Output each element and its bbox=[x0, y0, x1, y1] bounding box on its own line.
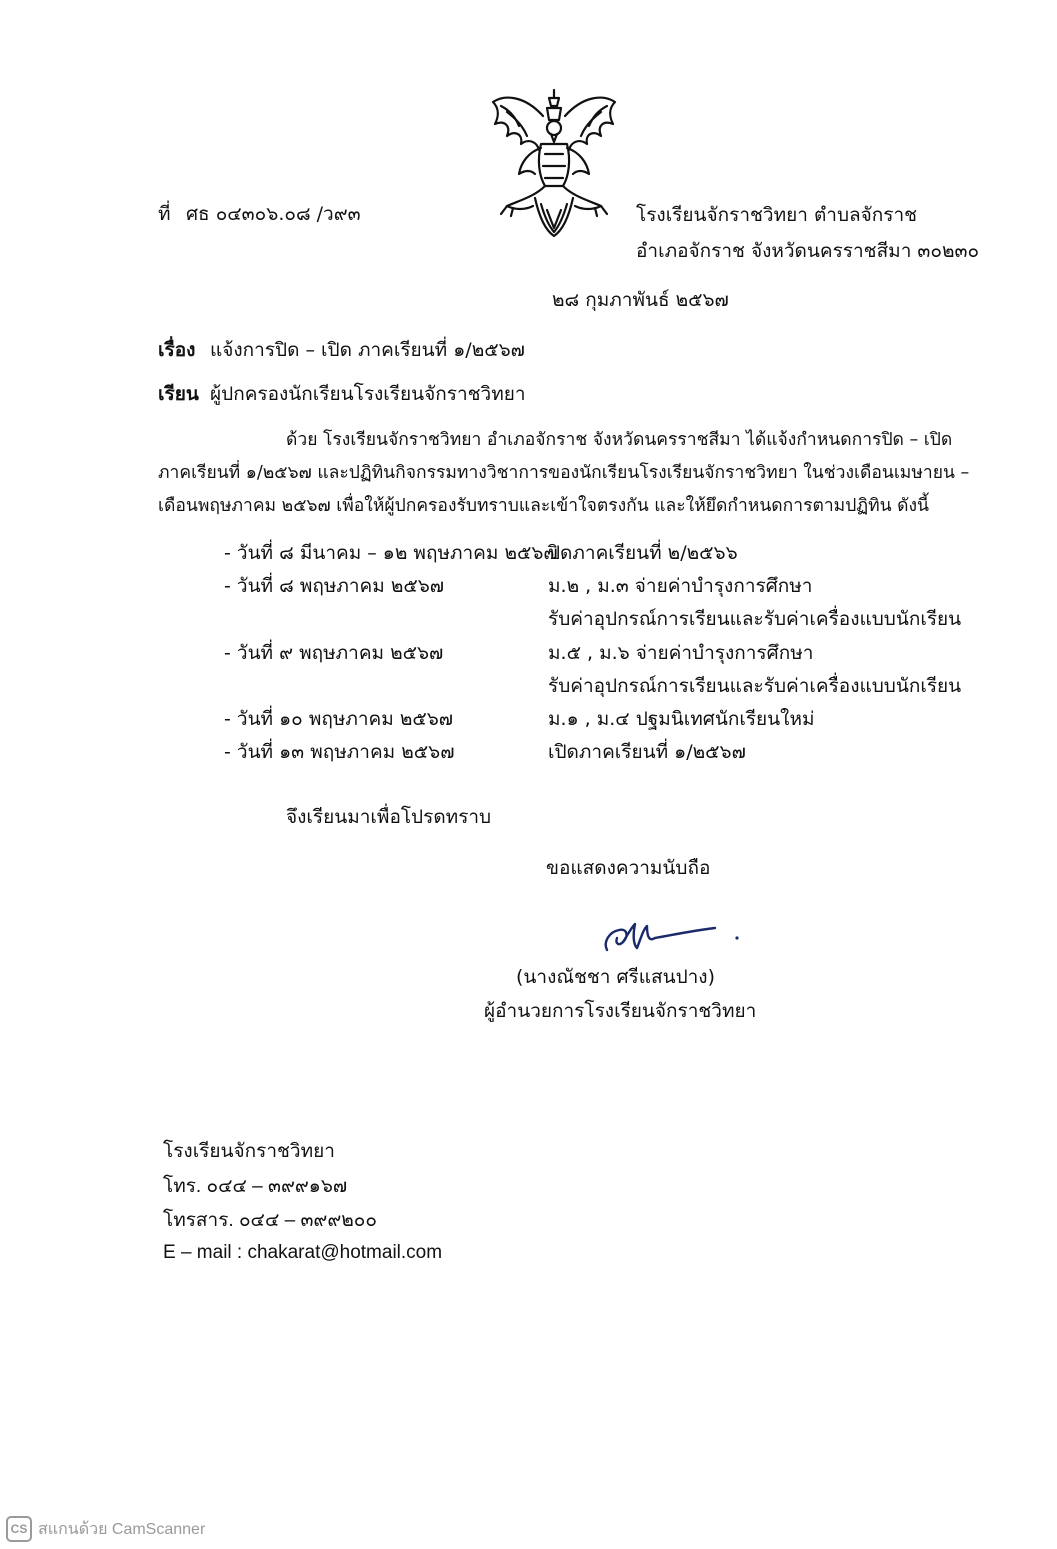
signer-name: (นางณัชชา ศรีแสนปาง) bbox=[516, 966, 715, 988]
closing-regards: ขอแสดงความนับถือ bbox=[546, 857, 711, 879]
school-address-line2: อำเภอจักราช จังหวัดนครราชสีมา ๓๐๒๓๐ bbox=[636, 240, 980, 262]
schedule-detail-continued: รับค่าอุปกรณ์การเรียนและรับค่าเครื่องแบบนักเรียน bbox=[548, 675, 962, 697]
schedule-date: - วันที่ ๘ มีนาคม – ๑๒ พฤษภาคม ๒๕๖๗ bbox=[224, 542, 558, 564]
subject-text: แจ้งการปิด – เปิด ภาคเรียนที่ ๑/๒๕๖๗ bbox=[210, 339, 525, 361]
schedule-date: - วันที่ ๑๓ พฤษภาคม ๒๕๖๗ bbox=[224, 741, 455, 763]
reference-number: ศธ ๐๔๓๐๖.๐๘ /ว๙๓ bbox=[186, 203, 361, 225]
schedule-detail: ม.๕ , ม.๖ จ่ายค่าบำรุงการศึกษา bbox=[548, 642, 814, 664]
recipient-label: เรียน bbox=[158, 383, 199, 405]
camscanner-watermark-text: สแกนด้วย CamScanner bbox=[38, 1520, 206, 1538]
schedule-detail: เปิดภาคเรียนที่ ๑/๒๕๖๗ bbox=[548, 741, 746, 763]
signer-title: ผู้อำนวยการโรงเรียนจักราชวิทยา bbox=[484, 1000, 757, 1022]
reference-label: ที่ bbox=[158, 203, 171, 225]
footer-fax: โทรสาร. ๐๔๔ – ๓๙๙๒๐๐ bbox=[163, 1210, 377, 1231]
body-line-1: ด้วย โรงเรียนจักราชวิทยา อำเภอจักราช จังหวัดนครราชสีมา ได้แจ้งกำหนดการปิด – เปิด bbox=[286, 430, 953, 450]
schedule-detail: ม.๒ , ม.๓ จ่ายค่าบำรุงการศึกษา bbox=[548, 575, 813, 597]
letter-date: ๒๘ กุมภาพันธ์ ๒๕๖๗ bbox=[552, 289, 729, 311]
schedule-date: - วันที่ ๘ พฤษภาคม ๒๕๖๗ bbox=[224, 575, 445, 597]
school-address-line1: โรงเรียนจักราชวิทยา ตำบลจักราช bbox=[636, 204, 918, 226]
schedule-date: - วันที่ ๙ พฤษภาคม ๒๕๖๗ bbox=[224, 642, 444, 664]
subject-label: เรื่อง bbox=[158, 339, 196, 361]
recipient-text: ผู้ปกครองนักเรียนโรงเรียนจักราชวิทยา bbox=[210, 383, 526, 405]
body-line-3: เดือนพฤษภาคม ๒๕๖๗ เพื่อให้ผู้ปกครองรับทราบและเข้าใจตรงกัน และให้ยึดกำหนดการตามปฏิทิน ดังนี้ bbox=[158, 496, 929, 516]
schedule-detail: ปิดภาคเรียนที่ ๒/๒๕๖๖ bbox=[548, 542, 738, 564]
footer-phone: โทร. ๐๔๔ – ๓๙๙๑๖๗ bbox=[163, 1176, 348, 1197]
camscanner-watermark bbox=[6, 1516, 205, 1542]
garuda-emblem-icon bbox=[485, 86, 623, 242]
schedule-detail-continued: รับค่าอุปกรณ์การเรียนและรับค่าเครื่องแบบนักเรียน bbox=[548, 608, 962, 630]
camscanner-logo-icon: CS bbox=[6, 1516, 32, 1542]
body-line-2: ภาคเรียนที่ ๑/๒๕๖๗ และปฏิทินกิจกรรมทางวิชาการของนักเรียนโรงเรียนจักราชวิทยา ในช่วงเดือนเมษายน – bbox=[158, 463, 970, 483]
schedule-detail: ม.๑ , ม.๔ ปฐมนิเทศนักเรียนใหม่ bbox=[548, 708, 815, 730]
footer-email: E – mail : chakarat@hotmail.com bbox=[163, 1242, 443, 1263]
footer-school-name: โรงเรียนจักราชวิทยา bbox=[163, 1141, 335, 1162]
schedule-date: - วันที่ ๑๐ พฤษภาคม ๒๕๖๗ bbox=[224, 708, 454, 730]
signature-mark bbox=[597, 914, 747, 960]
closing-notice: จึงเรียนมาเพื่อโปรดทราบ bbox=[286, 806, 492, 828]
